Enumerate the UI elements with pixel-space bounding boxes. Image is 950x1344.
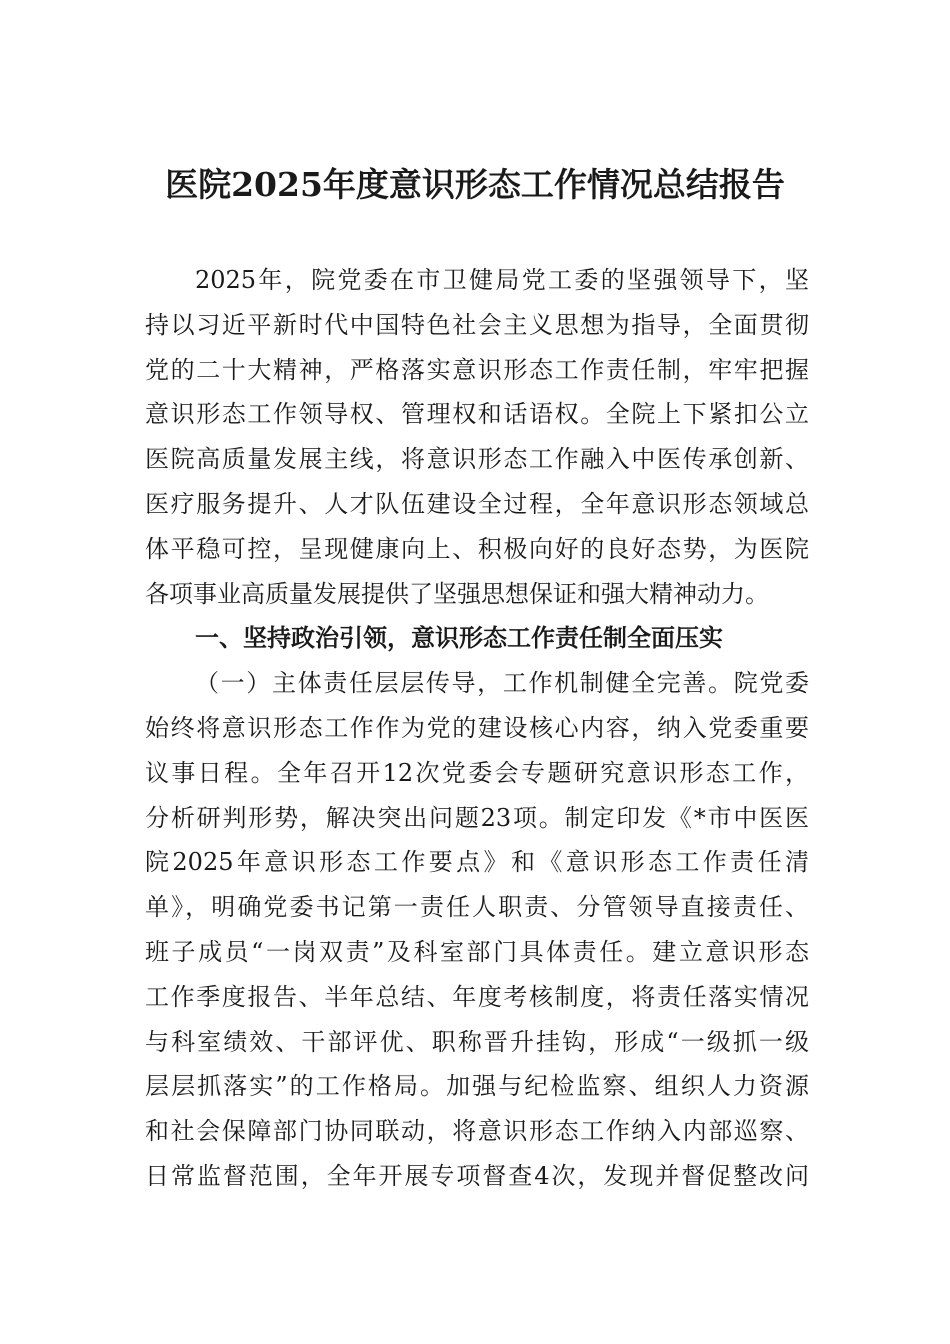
paragraph-line: 医院高质量发展主线，将意识形态工作融入中医传承创新、 xyxy=(145,445,809,474)
paragraph-line: 意识形态工作领导权、管理权和话语权。全院上下紧扣公立 xyxy=(145,400,809,429)
paragraph-line: 工作季度报告、半年总结、年度考核制度，将责任落实情况 xyxy=(145,982,809,1011)
paragraph-line: 始终将意识形态工作作为党的建设核心内容，纳入党委重要 xyxy=(145,713,809,742)
paragraph-line: 医疗服务提升、人才队伍建设全过程，全年意识形态领域总 xyxy=(145,489,809,518)
subsection-line: （一）主体责任层层传导，工作机制健全完善。院党委 xyxy=(195,669,809,698)
paragraph-line: 议事日程。全年召开12次党委会专题研究意识形态工作， xyxy=(145,758,809,787)
paragraph-line: 党的二十大精神，严格落实意识形态工作责任制，牢牢把握 xyxy=(145,355,809,384)
paragraph-line: 分析研判形势，解决突出问题23项。制定印发《*市中医医 xyxy=(145,803,809,832)
paragraph-line: 日常监督范围，全年开展专项督查4次，发现并督促整改问 xyxy=(145,1161,809,1190)
paragraph-line: 层层抓落实”的工作格局。加强与纪检监察、组织人力资源 xyxy=(145,1072,809,1101)
paragraph-line: 班子成员“一岗双责”及科室部门具体责任。建立意识形态 xyxy=(145,937,809,966)
paragraph-line: 单》，明确党委书记第一责任人职责、分管领导直接责任、 xyxy=(145,893,809,922)
paragraph-line: 院2025年意识形态工作要点》和《意识形态工作责任清 xyxy=(145,848,809,877)
paragraph-line: 2025年，院党委在市卫健局党工委的坚强领导下，坚 xyxy=(195,266,809,294)
paragraph-line: 体平稳可控，呈现健康向上、积极向好的良好态势，为医院 xyxy=(145,534,809,563)
paragraph-line: 各项事业高质量发展提供了坚强思想保证和强大精神动力。 xyxy=(145,579,769,608)
section-heading: 一、坚持政治引领，意识形态工作责任制全面压实 xyxy=(195,624,723,653)
paragraph-line: 持以习近平新时代中国特色社会主义思想为指导，全面贯彻 xyxy=(145,310,809,339)
paragraph-line: 与科室绩效、干部评优、职称晋升挂钩，形成“一级抓一级 xyxy=(145,1027,809,1056)
paragraph-line: 和社会保障部门协同联动，将意识形态工作纳入内部巡察、 xyxy=(145,1117,809,1146)
document-body xyxy=(145,258,809,1199)
document-title: 医院2025年度意识形态工作情况总结报告 xyxy=(165,165,785,204)
